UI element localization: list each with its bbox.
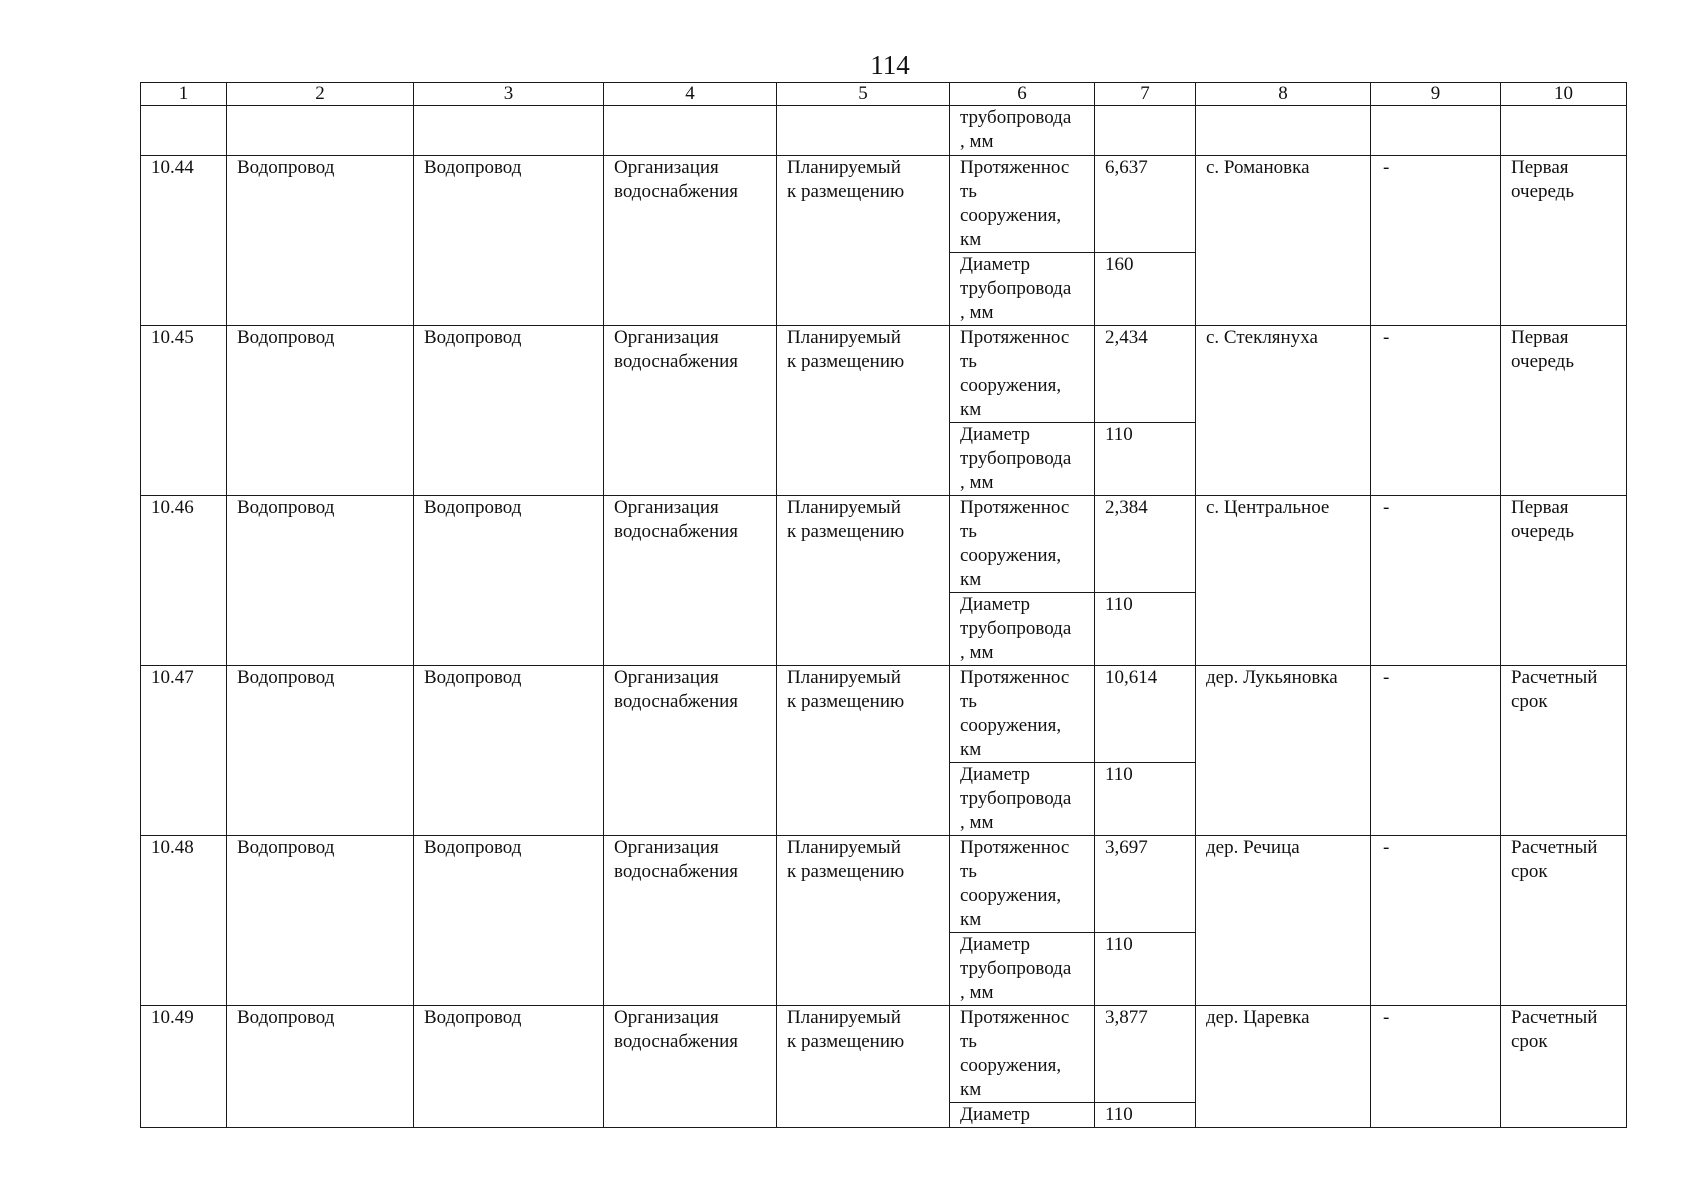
length-value: 10,614 [1095,666,1196,763]
length-value: 2,434 [1095,326,1196,423]
object-number: 10.49 [141,1006,227,1128]
object-status: Планируемый к размещению [777,156,950,326]
column-header: 7 [1095,83,1196,106]
diameter-parameter-label: Диаметр трубопровода , мм [950,253,1095,326]
length-parameter-label: Протяженнос ть сооружения, км [950,156,1095,253]
object-purpose: Организация водоснабжения [604,666,777,836]
object-kind: Водопровод [414,496,604,666]
page-number: 114 [870,50,910,80]
column-9-value: - [1371,836,1501,1006]
table-row [141,836,1627,933]
length-parameter-label: Протяженнос ть сооружения, км [950,326,1095,423]
column-9-value: - [1371,156,1501,326]
object-purpose: Организация водоснабжения [604,326,777,496]
object-number: 10.45 [141,326,227,496]
object-location: с. Романовка [1196,156,1371,326]
table-row [141,156,1627,253]
object-status: Планируемый к размещению [777,326,950,496]
length-parameter-label: Протяженнос ть сооружения, км [950,496,1095,593]
column-header: 6 [950,83,1095,106]
object-kind: Водопровод [414,1006,604,1128]
diameter-parameter-label: Диаметр трубопровода , мм [950,933,1095,1006]
column-number-row [141,83,1627,106]
implementation-stage: Расчетный срок [1501,666,1627,836]
table-row [141,666,1627,763]
column-header: 10 [1501,83,1627,106]
implementation-stage: Первая очередь [1501,326,1627,496]
diameter-value: 110 [1095,933,1196,1006]
column-header: 8 [1196,83,1371,106]
object-number: 10.47 [141,666,227,836]
length-value: 6,637 [1095,156,1196,253]
length-value: 3,877 [1095,1006,1196,1103]
length-parameter-label: Протяженнос ть сооружения, км [950,666,1095,763]
column-9-value: - [1371,666,1501,836]
object-name: Водопровод [227,836,414,1006]
table-cell [1501,106,1627,156]
diameter-parameter-label: Диаметр трубопровода , мм [950,593,1095,666]
column-header: 9 [1371,83,1501,106]
object-location: с. Центральное [1196,496,1371,666]
object-name: Водопровод [227,326,414,496]
diameter-parameter-label: Диаметр [950,1103,1095,1128]
implementation-stage: Расчетный срок [1501,1006,1627,1128]
object-kind: Водопровод [414,666,604,836]
column-header: 3 [414,83,604,106]
column-header: 1 [141,83,227,106]
object-purpose: Организация водоснабжения [604,1006,777,1128]
object-purpose: Организация водоснабжения [604,836,777,1006]
diameter-value: 110 [1095,593,1196,666]
column-9-value: - [1371,496,1501,666]
column-header: 4 [604,83,777,106]
column-header: 2 [227,83,414,106]
object-purpose: Организация водоснабжения [604,156,777,326]
diameter-value: 110 [1095,763,1196,836]
object-location: дер. Царевка [1196,1006,1371,1128]
object-number: 10.48 [141,836,227,1006]
register-table [140,82,1627,1128]
object-status: Планируемый к размещению [777,836,950,1006]
object-kind: Водопровод [414,836,604,1006]
diameter-value: 110 [1095,1103,1196,1128]
table-cell [1095,106,1196,156]
object-location: с. Стеклянуха [1196,326,1371,496]
implementation-stage: Расчетный срок [1501,836,1627,1006]
diameter-parameter-label: Диаметр трубопровода , мм [950,423,1095,496]
object-status: Планируемый к размещению [777,496,950,666]
diameter-value: 110 [1095,423,1196,496]
table-cell [227,106,414,156]
table-cell [777,106,950,156]
implementation-stage: Первая очередь [1501,156,1627,326]
object-name: Водопровод [227,496,414,666]
object-status: Планируемый к размещению [777,1006,950,1128]
continuation-row [141,106,1627,156]
continued-parameter: трубопровода , мм [950,106,1095,156]
table-row [141,1006,1627,1103]
table-cell [1371,106,1501,156]
object-name: Водопровод [227,1006,414,1128]
object-location: дер. Лукьяновка [1196,666,1371,836]
object-kind: Водопровод [414,156,604,326]
length-value: 2,384 [1095,496,1196,593]
length-value: 3,697 [1095,836,1196,933]
column-9-value: - [1371,1006,1501,1128]
object-location: дер. Речица [1196,836,1371,1006]
diameter-value: 160 [1095,253,1196,326]
length-parameter-label: Протяженнос ть сооружения, км [950,836,1095,933]
table-row [141,326,1627,423]
object-purpose: Организация водоснабжения [604,496,777,666]
object-name: Водопровод [227,156,414,326]
length-parameter-label: Протяженнос ть сооружения, км [950,1006,1095,1103]
table-cell [1196,106,1371,156]
object-number: 10.44 [141,156,227,326]
column-9-value: - [1371,326,1501,496]
object-kind: Водопровод [414,326,604,496]
implementation-stage: Первая очередь [1501,496,1627,666]
table-row [141,496,1627,593]
column-header: 5 [777,83,950,106]
object-number: 10.46 [141,496,227,666]
diameter-parameter-label: Диаметр трубопровода , мм [950,763,1095,836]
object-status: Планируемый к размещению [777,666,950,836]
table-body [141,83,1627,1128]
table-cell [604,106,777,156]
object-name: Водопровод [227,666,414,836]
table-cell [414,106,604,156]
table-cell [141,106,227,156]
